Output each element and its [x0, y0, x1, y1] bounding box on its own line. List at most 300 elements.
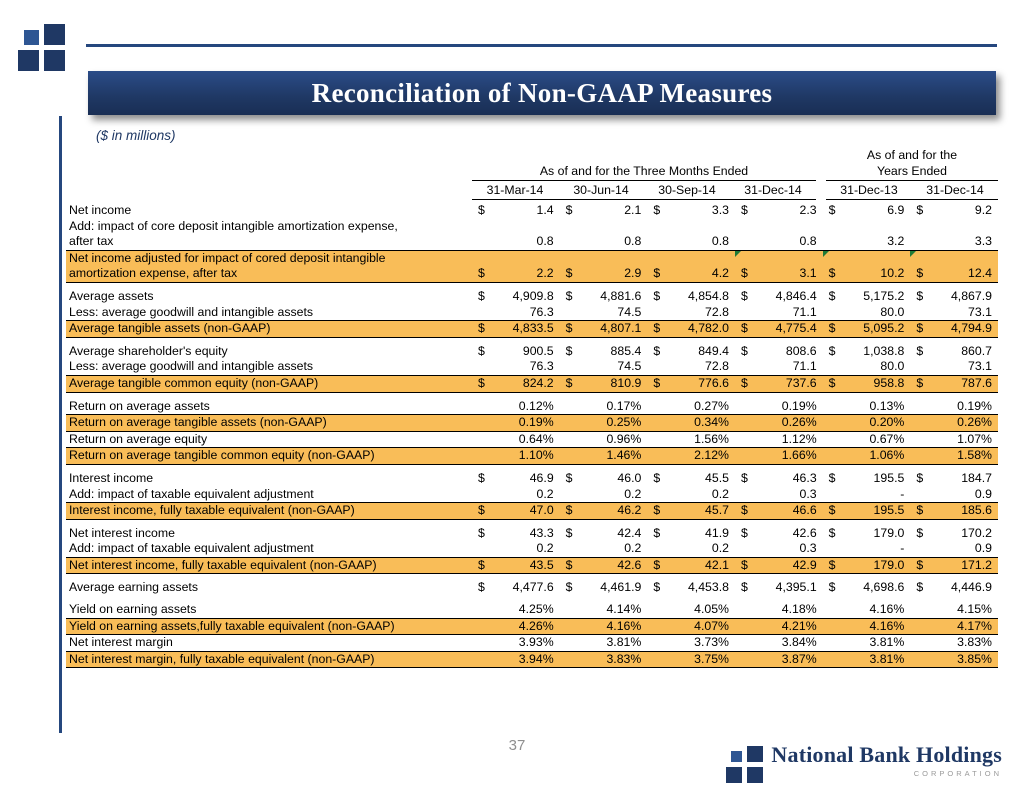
- cell-value: 4,854.8: [687, 288, 729, 303]
- value-cell: [647, 619, 735, 635]
- year-dates: [826, 182, 998, 200]
- value-cell: [735, 305, 823, 321]
- cell-value: 3.83%: [606, 651, 642, 666]
- value-cell: [823, 448, 911, 464]
- table-row: [66, 305, 998, 321]
- value-cell: [560, 219, 648, 250]
- row-label: Average tangible common equity (non-GAAP): [69, 375, 319, 390]
- row-label: Return on average tangible assets (non-GAAP): [69, 415, 327, 430]
- table-row: [66, 359, 998, 375]
- dollar-sign: $: [478, 525, 485, 540]
- cell-value: 0.2: [536, 541, 554, 556]
- left-rule: [59, 116, 62, 733]
- value-cell: [560, 376, 648, 392]
- cell-value: 0.8: [711, 234, 729, 249]
- dollar-sign: $: [740, 321, 748, 336]
- value-cell: [472, 399, 560, 415]
- value-cell: [735, 635, 823, 651]
- cell-value: 3.3: [974, 234, 992, 249]
- value-cell: [823, 289, 911, 305]
- cell-value: 45.5: [705, 470, 729, 485]
- cell-value: 4.16%: [606, 618, 642, 633]
- value-cell: [735, 344, 823, 360]
- value-cell: [647, 602, 735, 618]
- dollar-sign: $: [565, 470, 573, 485]
- cell-value: 3.2: [887, 234, 905, 249]
- column-header-date: 31-Dec-14: [912, 182, 998, 200]
- cell-value: 5,095.2: [863, 321, 905, 336]
- value-cell: [560, 415, 648, 431]
- cell-value: 2.12%: [694, 448, 729, 463]
- cell-value: 900.5: [522, 343, 554, 358]
- dollar-sign: $: [828, 470, 836, 485]
- value-cell: [647, 487, 735, 503]
- cell-value: 45.7: [705, 503, 729, 518]
- column-header-date: 31-Dec-13: [826, 182, 912, 200]
- cell-value: 4.07%: [694, 618, 729, 633]
- value-cell: [735, 602, 823, 618]
- dollar-sign: $: [828, 321, 836, 336]
- value-cell: [910, 219, 998, 250]
- cell-value: 3.3: [711, 203, 729, 217]
- value-cell: [472, 471, 560, 487]
- dollar-sign: $: [740, 203, 748, 217]
- dollar-sign: $: [740, 375, 748, 390]
- value-cell: [647, 526, 735, 542]
- dollar-sign: $: [478, 503, 485, 518]
- value-cell: [735, 289, 823, 305]
- cell-value: 0.9: [974, 541, 992, 556]
- page-title: Reconciliation of Non-GAAP Measures: [311, 77, 773, 108]
- company-name: National Bank Holdings: [771, 742, 1002, 767]
- value-cell: [823, 602, 911, 618]
- value-cell: [823, 503, 911, 519]
- cell-value: 3.81%: [869, 635, 905, 650]
- dollar-sign: $: [653, 266, 661, 281]
- cell-value: 0.8: [624, 234, 642, 249]
- cell-value: 1.10%: [518, 448, 554, 463]
- cell-value: 12.4: [968, 266, 992, 281]
- cell-value: 46.3: [792, 470, 817, 485]
- value-cell: [910, 321, 998, 337]
- cell-value: 0.19%: [781, 398, 817, 413]
- cell-value: 4.16%: [869, 618, 905, 633]
- value-cell: [647, 305, 735, 321]
- value-cell: [823, 652, 911, 668]
- cell-value: 0.8: [536, 234, 554, 249]
- cell-value: 4.17%: [957, 618, 992, 633]
- cell-value: 3.85%: [957, 651, 992, 666]
- cell-value: 72.8: [705, 304, 729, 319]
- dollar-sign: $: [565, 525, 573, 540]
- cell-value: 1.56%: [694, 431, 729, 446]
- years-group-header: Years Ended: [826, 163, 998, 181]
- value-cell: [823, 219, 911, 250]
- cell-value: 4,446.9: [950, 580, 992, 595]
- cell-value: 4,807.1: [600, 321, 642, 336]
- financial-table: [66, 147, 998, 668]
- dollar-sign: $: [916, 525, 924, 540]
- row-label: Add: impact of core deposit intangible amortization expense, after tax: [69, 218, 398, 249]
- cell-value: 4,453.8: [687, 580, 729, 595]
- table-row: [66, 203, 998, 219]
- dollar-sign: $: [653, 321, 661, 336]
- table-row: [66, 557, 998, 575]
- table-row: [66, 219, 998, 250]
- cell-value: 4.15%: [957, 602, 992, 617]
- header-spacer: [472, 147, 816, 163]
- value-cell: [560, 541, 648, 557]
- cell-value: 4,477.6: [512, 580, 554, 595]
- dollar-sign: $: [740, 557, 748, 572]
- value-cell: [735, 359, 823, 375]
- top-rule: [86, 44, 997, 47]
- cell-value: 0.19%: [957, 398, 992, 413]
- row-label: Interest income, fully taxable equivalent (non-GAAP): [69, 503, 355, 518]
- cell-value: 195.5: [873, 503, 905, 518]
- dollar-sign: $: [565, 203, 573, 217]
- cell-value: 2.9: [624, 266, 642, 281]
- cell-value: 1.12%: [781, 431, 817, 446]
- value-cell: [735, 219, 823, 250]
- logo-square-icon: [747, 746, 763, 762]
- logo-square-icon: [747, 767, 763, 783]
- cell-value: 5,175.2: [863, 288, 905, 303]
- cell-value: 0.96%: [606, 431, 642, 446]
- value-cell: [560, 344, 648, 360]
- cell-value: 787.6: [961, 375, 992, 390]
- table-row: [66, 635, 998, 651]
- value-cell: [472, 376, 560, 392]
- table-rows: [66, 203, 998, 668]
- value-cell: [560, 203, 648, 219]
- cell-value: 0.26%: [957, 415, 992, 430]
- value-cell: [823, 471, 911, 487]
- value-cell: [472, 619, 560, 635]
- value-cell: [560, 448, 648, 464]
- value-cell: [735, 541, 823, 557]
- value-cell: [472, 344, 560, 360]
- cell-value: 74.5: [617, 359, 642, 374]
- cell-value: 71.1: [792, 304, 817, 319]
- value-cell: [647, 580, 735, 596]
- value-cell: [735, 432, 823, 448]
- logo-square-icon: [24, 30, 39, 45]
- table-row: [66, 502, 998, 520]
- dollar-sign: $: [828, 375, 836, 390]
- cell-value: 71.1: [792, 359, 817, 374]
- value-cell: [647, 203, 735, 219]
- value-cell: [735, 487, 823, 503]
- cell-value: 0.19%: [518, 415, 554, 430]
- cell-value: 46.9: [529, 470, 554, 485]
- value-cell: [647, 558, 735, 574]
- cell-value: 4,794.9: [950, 321, 992, 336]
- cell-value: 860.7: [961, 343, 992, 358]
- row-label: Less: average goodwill and intangible assets: [69, 304, 314, 319]
- value-cell: [560, 432, 648, 448]
- cell-value: 171.2: [961, 557, 992, 572]
- value-cell: [823, 432, 911, 448]
- value-cell: [560, 635, 648, 651]
- value-cell: [647, 321, 735, 337]
- cell-value: 72.8: [705, 359, 729, 374]
- logo-square-icon: [731, 751, 742, 762]
- value-cell: [647, 399, 735, 415]
- value-cell: [472, 289, 560, 305]
- nbh-logo-mark-small: [726, 746, 763, 783]
- row-label: Return on average equity: [69, 431, 208, 446]
- table-header-pre: [472, 147, 998, 163]
- value-cell: [647, 415, 735, 431]
- value-cell: [823, 541, 911, 557]
- cell-value: 184.7: [961, 470, 992, 485]
- dollar-sign: $: [916, 203, 924, 217]
- dollar-sign: $: [653, 288, 661, 303]
- value-cell: [472, 203, 560, 219]
- value-cell: [910, 602, 998, 618]
- page-number: 37: [508, 737, 526, 754]
- value-cell: [472, 415, 560, 431]
- cell-value: 3.84%: [781, 635, 817, 650]
- cell-value: 46.2: [617, 503, 642, 518]
- cell-value: 195.5: [873, 470, 905, 485]
- value-cell: [735, 376, 823, 392]
- cell-value: 4,881.6: [600, 288, 642, 303]
- row-label: Yield on earning assets: [69, 602, 197, 617]
- table-row: [66, 432, 998, 448]
- value-cell: [823, 399, 911, 415]
- cell-value: 885.4: [610, 343, 642, 358]
- row-label: Add: impact of taxable equivalent adjustment: [69, 541, 314, 556]
- value-cell: [910, 399, 998, 415]
- value-cell: [735, 619, 823, 635]
- dollar-sign: $: [653, 470, 661, 485]
- quarters-group-header: As of and for the Three Months Ended: [472, 163, 816, 181]
- value-cell: [910, 652, 998, 668]
- dollar-sign: $: [828, 343, 836, 358]
- value-cell: [910, 376, 998, 392]
- cell-value: 76.3: [529, 359, 554, 374]
- cell-value: 1,038.8: [863, 343, 905, 358]
- value-cell: [472, 448, 560, 464]
- row-label: Add: impact of taxable equivalent adjustment: [69, 486, 314, 501]
- cell-value: 42.9: [792, 557, 817, 572]
- value-cell: [472, 305, 560, 321]
- value-cell: [910, 580, 998, 596]
- dollar-sign: $: [478, 321, 485, 336]
- row-label: Net interest margin: [69, 635, 173, 650]
- cell-value: 1.46%: [606, 448, 642, 463]
- dollar-sign: $: [565, 503, 573, 518]
- cell-value: 6.9: [887, 203, 905, 217]
- cell-value: 185.6: [961, 503, 992, 518]
- value-cell: [735, 251, 823, 282]
- cell-value: 0.9: [974, 486, 992, 501]
- cell-value: 1.58%: [957, 448, 992, 463]
- cell-value: 810.9: [610, 375, 642, 390]
- dollar-sign: $: [653, 375, 661, 390]
- value-cell: [735, 526, 823, 542]
- dollar-sign: $: [478, 288, 485, 303]
- value-cell: [823, 344, 911, 360]
- value-cell: [472, 219, 560, 250]
- cell-value: 3.81%: [869, 651, 905, 666]
- cell-value: 179.0: [873, 557, 905, 572]
- units-note: ($ in millions): [96, 128, 176, 143]
- dollar-sign: $: [828, 203, 836, 217]
- cell-value: 76.3: [529, 304, 554, 319]
- value-cell: [472, 503, 560, 519]
- cell-value: 0.8: [799, 234, 817, 249]
- cell-value: -: [900, 486, 905, 501]
- row-label: Average earning assets: [69, 580, 198, 595]
- value-cell: [560, 602, 648, 618]
- dollar-sign: $: [828, 580, 836, 595]
- cell-value: 3.83%: [957, 635, 992, 650]
- dollar-sign: $: [565, 321, 573, 336]
- value-cell: [823, 203, 911, 219]
- comment-flag-icon: [823, 251, 829, 257]
- dollar-sign: $: [565, 343, 573, 358]
- dollar-sign: $: [478, 266, 485, 281]
- cell-value: 4,867.9: [950, 288, 992, 303]
- company-block: [771, 742, 1002, 778]
- dollar-sign: $: [916, 503, 924, 518]
- table-row: [66, 414, 998, 432]
- cell-value: 808.6: [785, 343, 817, 358]
- value-cell: [647, 289, 735, 305]
- cell-value: 4,833.5: [512, 321, 554, 336]
- cell-value: 0.26%: [781, 415, 817, 430]
- cell-value: 42.4: [617, 525, 642, 540]
- value-cell: [735, 203, 823, 219]
- cell-value: 179.0: [873, 525, 905, 540]
- row-label: Return on average tangible common equity (non-GAAP): [69, 448, 375, 463]
- value-cell: [560, 580, 648, 596]
- dollar-sign: $: [740, 580, 748, 595]
- dollar-sign: $: [740, 288, 748, 303]
- row-label: Average shareholder's equity: [69, 343, 228, 358]
- value-cell: [823, 251, 911, 282]
- cell-value: 3.94%: [518, 651, 554, 666]
- value-cell: [472, 251, 560, 282]
- row-label: Interest income: [69, 470, 154, 485]
- value-cell: [823, 321, 911, 337]
- dollar-sign: $: [740, 343, 748, 358]
- value-cell: [647, 448, 735, 464]
- cell-value: 4,909.8: [512, 288, 554, 303]
- cell-value: 0.2: [624, 541, 642, 556]
- cell-value: 4,846.4: [775, 288, 817, 303]
- cell-value: 0.34%: [694, 415, 729, 430]
- value-cell: [910, 344, 998, 360]
- value-cell: [910, 558, 998, 574]
- cell-value: 46.0: [617, 470, 642, 485]
- value-cell: [560, 487, 648, 503]
- cell-value: 0.13%: [869, 398, 905, 413]
- value-cell: [472, 580, 560, 596]
- dollar-sign: $: [653, 580, 661, 595]
- table-row: [66, 399, 998, 415]
- cell-value: 42.6: [792, 525, 817, 540]
- value-cell: [472, 558, 560, 574]
- value-cell: [472, 526, 560, 542]
- row-label: Yield on earning assets,fully taxable equivalent (non-GAAP): [69, 618, 395, 633]
- cell-value: 4.05%: [694, 602, 729, 617]
- value-cell: [647, 432, 735, 448]
- value-cell: [823, 359, 911, 375]
- dollar-sign: $: [478, 557, 485, 572]
- value-cell: [910, 503, 998, 519]
- value-cell: [472, 321, 560, 337]
- value-cell: [647, 471, 735, 487]
- value-cell: [735, 503, 823, 519]
- logo-square-icon: [44, 50, 65, 71]
- table-header-groups: [472, 163, 998, 181]
- cell-value: 0.67%: [869, 431, 905, 446]
- value-cell: [910, 203, 998, 219]
- cell-value: 4.14%: [606, 602, 642, 617]
- value-cell: [647, 251, 735, 282]
- value-cell: [647, 359, 735, 375]
- value-cell: [823, 305, 911, 321]
- cell-value: 776.6: [698, 375, 729, 390]
- value-cell: [560, 321, 648, 337]
- value-cell: [647, 635, 735, 651]
- column-header-date: 31-Mar-14: [472, 182, 558, 200]
- table-row: [66, 651, 998, 669]
- dollar-sign: $: [828, 288, 836, 303]
- dollar-sign: $: [740, 503, 748, 518]
- cell-value: 0.20%: [869, 415, 905, 430]
- dollar-sign: $: [478, 375, 485, 390]
- value-cell: [560, 503, 648, 519]
- value-cell: [647, 344, 735, 360]
- dollar-sign: $: [740, 525, 748, 540]
- cell-value: 824.2: [522, 375, 554, 390]
- row-label: Net income adjusted for impact of cored deposit intangible amortization expense, after tax: [69, 250, 386, 281]
- column-header-date: 31-Dec-14: [730, 182, 816, 200]
- cell-value: 1.07%: [957, 431, 992, 446]
- value-cell: [735, 321, 823, 337]
- cell-value: 0.17%: [606, 398, 642, 413]
- row-label: Return on average assets: [69, 398, 210, 413]
- table-row: [66, 250, 998, 283]
- dollar-sign: $: [565, 288, 573, 303]
- table-row: [66, 541, 998, 557]
- value-cell: [910, 619, 998, 635]
- cell-value: 43.3: [529, 525, 554, 540]
- row-label: Average assets: [69, 288, 154, 303]
- table-row: [66, 471, 998, 487]
- value-cell: [647, 541, 735, 557]
- cell-value: 73.1: [968, 359, 992, 374]
- cell-value: -: [900, 541, 905, 556]
- value-cell: [823, 619, 911, 635]
- cell-value: 0.2: [711, 486, 729, 501]
- dollar-sign: $: [478, 343, 485, 358]
- dollar-sign: $: [916, 321, 924, 336]
- value-cell: [560, 558, 648, 574]
- dollar-sign: $: [740, 470, 748, 485]
- value-cell: [823, 558, 911, 574]
- cell-value: 3.87%: [781, 651, 817, 666]
- row-label: Net interest income, fully taxable equivalent (non-GAAP): [69, 557, 377, 572]
- row-label: Average tangible assets (non-GAAP): [69, 321, 271, 336]
- cell-value: 4,782.0: [687, 321, 729, 336]
- cell-value: 0.2: [536, 486, 554, 501]
